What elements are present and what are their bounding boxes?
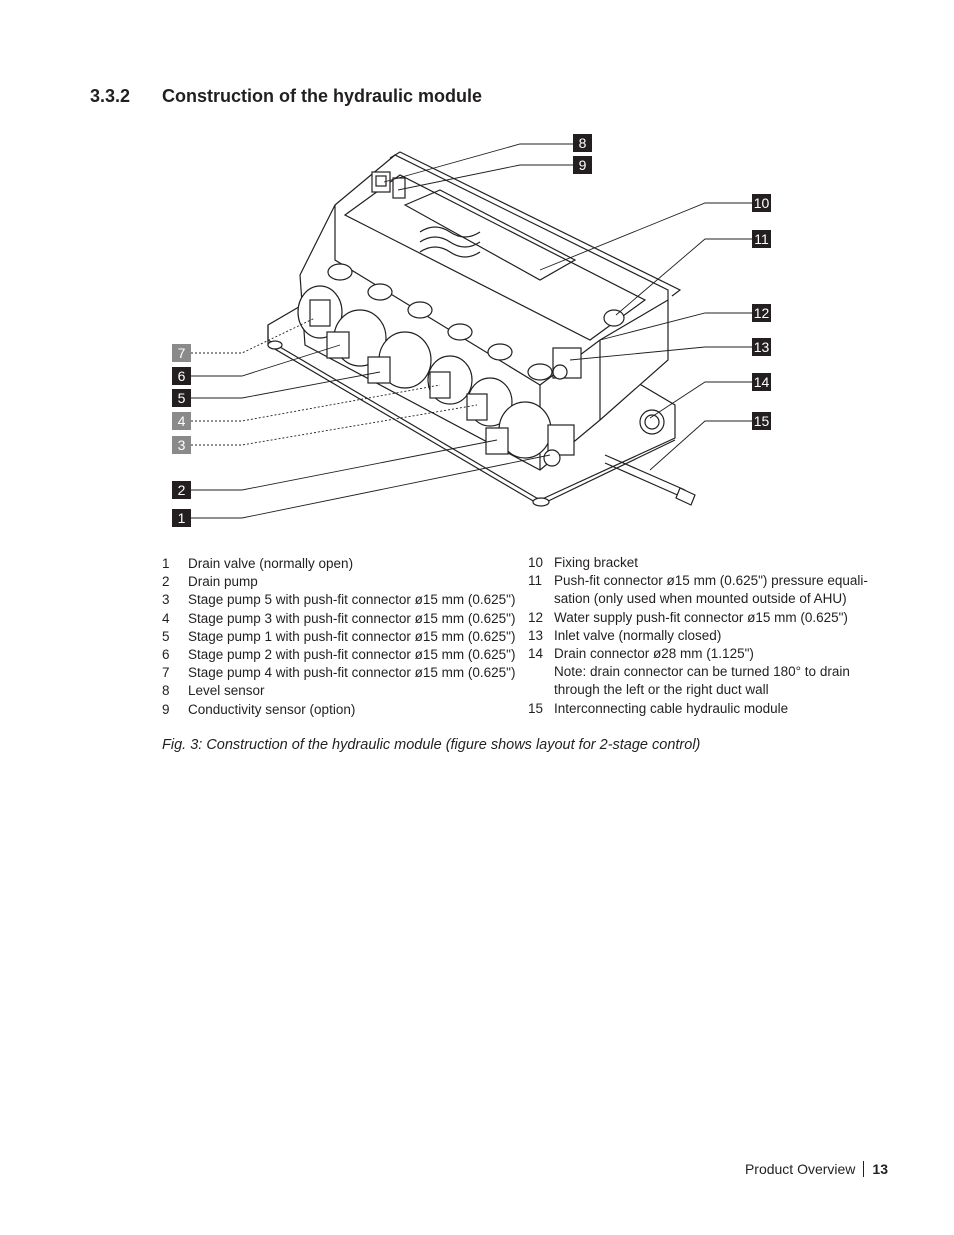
hydraulic-module-drawing [0, 0, 954, 540]
legend-right [528, 554, 873, 718]
callout-15: 15 [753, 413, 770, 429]
callout-9: 9 [573, 156, 592, 174]
legend-item: 8 Level sensor [162, 683, 265, 699]
page-number: 13 [872, 1161, 888, 1177]
page-footer [745, 1161, 888, 1177]
callout-14: 14 [753, 374, 770, 390]
section-number: 3.3.2 [90, 86, 131, 106]
legend-item: 4 Stage pump 3 with push-fit connector ø15 mm (0.625") [162, 610, 516, 626]
callout-5: 5 [172, 389, 191, 407]
callout-13: 13 [753, 339, 770, 355]
footer-section: Product Overview [744, 1161, 856, 1177]
callout-8: 8 [573, 134, 592, 152]
legend-item: 7 Stage pump 4 with push-fit connector ø15 mm (0.625") [162, 665, 516, 681]
legend-item: 9 Conductivity sensor (option) [162, 701, 356, 717]
callout-3: 3 [172, 436, 191, 454]
callout-7: 7 [172, 344, 191, 362]
legend-item: 12 Water supply push-fit connector ø15 mm (0.625") [528, 609, 848, 625]
callout-6: 6 [172, 367, 191, 385]
legend-item: 2 Drain pump [162, 574, 258, 590]
callout-1: 1 [172, 509, 191, 527]
legend-item: 14 Drain connector ø28 mm (1.125") Note: drain connector can be turned 180° to drain through the left or the right duct wall [528, 646, 850, 698]
callout-10: 10 [753, 195, 770, 211]
legend-item: 15 Interconnecting cable hydraulic module [528, 700, 789, 716]
callout-4: 4 [172, 412, 191, 430]
legend-item: 6 Stage pump 2 with push-fit connector ø15 mm (0.625") [162, 647, 516, 663]
legend-item: 13 Inlet valve (normally closed) [528, 627, 722, 643]
callout-2: 2 [172, 481, 191, 499]
section-title: Construction of the hydraulic module [162, 86, 483, 106]
callout-11: 11 [752, 230, 771, 248]
legend-item: 3 Stage pump 5 with push-fit connector ø15 mm (0.625") [162, 592, 516, 608]
footer-divider [863, 1161, 864, 1177]
figure-caption: Fig. 3: Construction of the hydraulic module (figure shows layout for 2-stage control) [162, 737, 701, 753]
legend-item: 10 Fixing bracket [528, 555, 639, 570]
callout-12: 12 [753, 305, 770, 321]
legend-left [162, 555, 522, 719]
legend-item: 1 Drain valve (normally open) [162, 556, 354, 571]
legend-item: 11 Push-fit connector ø15 mm (0.625") pressure equali- sation (only used when mounted outside of AHU) [528, 573, 868, 607]
legend-item: 5 Stage pump 1 with push-fit connector ø15 mm (0.625") [162, 628, 516, 644]
